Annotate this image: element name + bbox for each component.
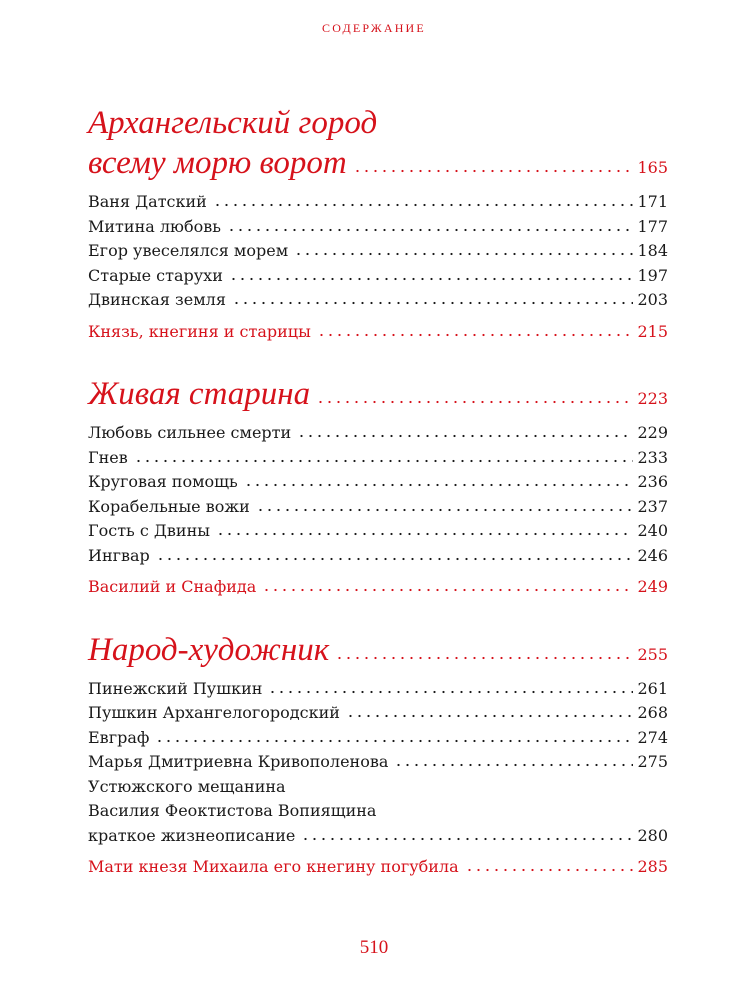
page-number: 274 — [637, 727, 668, 747]
dot-leader — [346, 714, 634, 718]
page-number: 165 — [637, 158, 668, 177]
page-number: 255 — [637, 644, 668, 664]
entry-title: Василий и Снафида — [88, 577, 257, 596]
entry-title: Круговая помощь — [88, 472, 238, 491]
toc-subsection-entry[interactable] — [88, 855, 668, 880]
entry-title-line[interactable]: Устюжского мещанина — [88, 776, 286, 796]
dot-leader — [316, 400, 633, 404]
page-number: 203 — [637, 290, 668, 309]
entry-title: Пушкин Архангелогородский — [88, 703, 340, 722]
dot-leader — [216, 532, 633, 536]
page-number: 223 — [637, 389, 668, 408]
dot-leader — [297, 434, 633, 438]
page-number: 171 — [637, 192, 668, 211]
toc-entry[interactable] — [88, 750, 668, 775]
entry-title: Егор увеселялся морем — [88, 241, 289, 260]
dot-leader — [262, 588, 633, 592]
entry-title: Корабельные вожи — [88, 496, 250, 516]
dot-leader — [155, 739, 633, 743]
entry-title: Мати кнезя Михаила его кнегину погубила — [88, 857, 459, 876]
dot-leader — [335, 656, 633, 660]
page-number: 237 — [637, 496, 668, 516]
toc-section-heading[interactable] — [88, 630, 668, 670]
entry-title: Любовь сильнее смерти — [88, 423, 292, 442]
dot-leader — [244, 483, 634, 487]
toc-entry[interactable] — [88, 677, 668, 702]
page-number: 197 — [637, 265, 668, 285]
dot-leader — [353, 169, 634, 173]
dot-leader — [268, 690, 633, 694]
toc-entry[interactable] — [88, 288, 668, 313]
entry-title: Митина любовь — [88, 216, 221, 236]
page-number: 236 — [637, 472, 668, 491]
page-number: 233 — [637, 447, 668, 467]
entry-title: Ингвар — [88, 545, 150, 565]
dot-leader — [134, 459, 634, 463]
entry-title: Князь, кнегиня и старицы — [88, 321, 311, 341]
dot-leader — [232, 301, 634, 305]
entry-title: Ваня Датский — [88, 192, 207, 211]
section-title: Народ-художник — [88, 631, 330, 668]
page-number: 240 — [637, 521, 668, 540]
page-number: 275 — [637, 752, 668, 771]
toc-entry[interactable] — [88, 190, 668, 215]
toc-entry[interactable] — [88, 421, 668, 446]
dot-leader — [229, 277, 634, 281]
dot-leader — [394, 763, 633, 767]
page-number: 261 — [637, 678, 668, 698]
entry-title: Двинская земля — [88, 290, 226, 309]
dot-leader — [213, 203, 634, 207]
dot-leader — [301, 837, 633, 841]
toc-entry[interactable] — [88, 446, 668, 471]
page-number: 249 — [637, 577, 668, 596]
dot-leader — [294, 252, 633, 256]
page-number: 268 — [637, 703, 668, 722]
entry-title: Гнев — [88, 447, 128, 467]
table-of-contents — [88, 103, 668, 880]
entry-title: Гость с Двины — [88, 521, 210, 540]
entry-title: Марья Дмитриевна Кривополенова — [88, 752, 389, 771]
entry-title: краткое жизнеописание — [88, 825, 296, 845]
dot-leader — [156, 557, 634, 561]
page-number: 229 — [637, 423, 668, 442]
page-number: 280 — [637, 825, 668, 845]
page-number: 184 — [637, 241, 668, 260]
toc-entry[interactable] — [88, 470, 668, 495]
dot-leader — [317, 333, 634, 337]
entry-title-line[interactable]: Василия Феоктистова Вопиящина — [88, 801, 377, 820]
toc-entry[interactable] — [88, 239, 668, 264]
dot-leader — [227, 228, 634, 232]
toc-section-heading[interactable] — [88, 143, 668, 183]
running-head: СОДЕРЖАНИЕ — [322, 21, 426, 35]
toc-entry[interactable] — [88, 544, 668, 569]
entry-title: Старые старухи — [88, 265, 223, 285]
toc-section-heading[interactable] — [88, 374, 668, 414]
toc-entry[interactable] — [88, 519, 668, 544]
dot-leader — [465, 868, 634, 872]
toc-entry[interactable] — [88, 726, 668, 751]
toc-subsection-entry[interactable] — [88, 575, 668, 600]
page-number: 246 — [637, 545, 668, 565]
page-number: 285 — [637, 857, 668, 876]
entry-title: Евграф — [88, 727, 150, 747]
toc-entry[interactable] — [88, 264, 668, 289]
toc-entry[interactable] — [88, 701, 668, 726]
page-number: 215 — [637, 321, 668, 341]
dot-leader — [256, 508, 634, 512]
toc-entry[interactable] — [88, 824, 668, 849]
toc-entry[interactable] — [88, 495, 668, 520]
section-title-line: всему морю ворот — [88, 145, 347, 181]
page-folio: 510 — [359, 937, 389, 958]
section-title-line: Архангельский город — [88, 105, 378, 141]
toc-subsection-entry[interactable] — [88, 320, 668, 345]
section-title: Живая старина — [88, 376, 311, 412]
toc-entry[interactable] — [88, 215, 668, 240]
entry-title: Пинежский Пушкин — [88, 678, 263, 698]
page-number: 177 — [637, 216, 668, 236]
